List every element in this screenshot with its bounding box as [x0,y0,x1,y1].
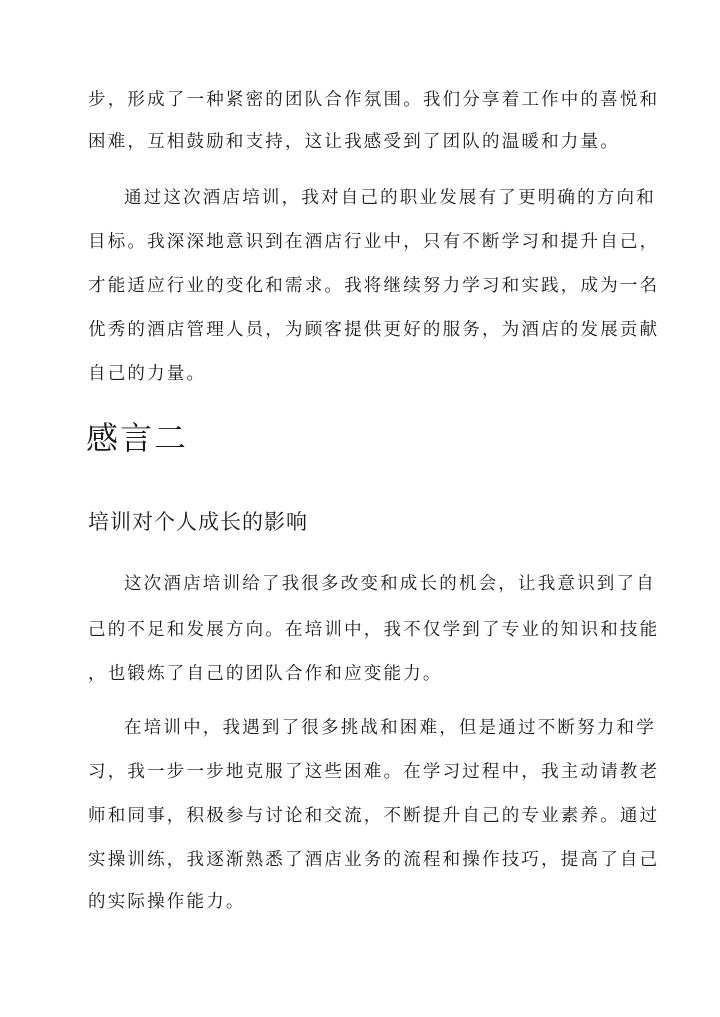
paragraph-line: 这次酒店培训给了我很多改变和成长的机会，让我意识到了自 [124,574,656,594]
paragraph-line: ，也锻炼了自己的团队合作和应变能力。 [88,664,443,684]
paragraph-line: 在培训中，我遇到了很多挑战和困难，但是通过不断努力和学 [124,718,656,738]
section-title: 感言二 [86,419,189,457]
paragraph-line: 目标。我深深地意识到在酒店行业中，只有不断学习和提升自己， [88,232,660,252]
paragraph-line: 实操训练，我逐渐熟悉了酒店业务的流程和操作技巧，提高了自己 [88,850,660,870]
paragraph-line: 师和同事，积极参与讨论和交流，不断提升自己的专业素养。通过 [88,806,660,826]
paragraph-line: 步，形成了一种紧密的团队合作氛围。我们分享着工作中的喜悦和 [88,90,660,110]
paragraph-line: 困难，互相鼓励和支持，这让我感受到了团队的温暖和力量。 [88,132,620,152]
paragraph-line: 的实际操作能力。 [88,892,246,912]
paragraph-line: 习，我一步一步地克服了这些困难。在学习过程中，我主动请教老 [88,762,660,782]
section-subtitle: 培训对个人成长的影响 [88,510,308,534]
paragraph-line: 才能适应行业的变化和需求。我将继续努力学习和实践，成为一名 [88,276,660,296]
paragraph-line: 自己的力量。 [88,364,207,384]
paragraph-line: 己的不足和发展方向。在培训中，我不仅学到了专业的知识和技能 [88,620,660,640]
paragraph-line: 优秀的酒店管理人员，为顾客提供更好的服务，为酒店的发展贡献 [88,320,660,340]
paragraph-line: 通过这次酒店培训，我对自己的职业发展有了更明确的方向和 [124,188,656,208]
